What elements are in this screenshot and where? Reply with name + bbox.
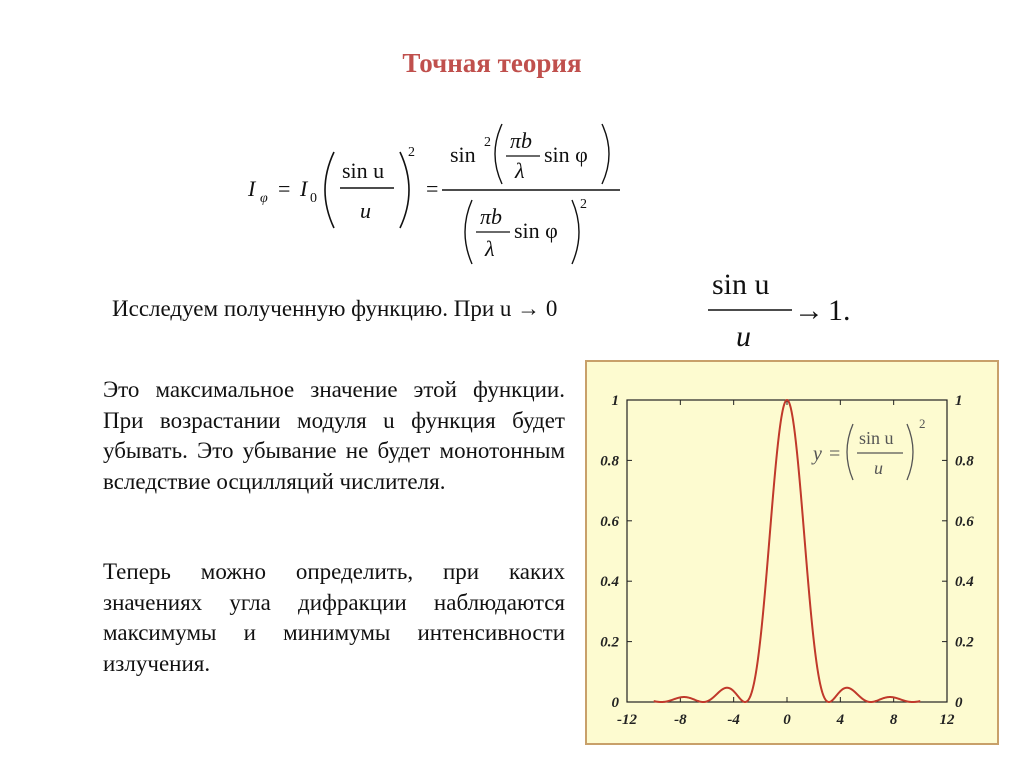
formula-sin-power: 2 — [484, 135, 491, 150]
x-tick-label: -12 — [617, 712, 637, 728]
limit-result: 1. — [828, 294, 851, 327]
formula-power-2: 2 — [408, 145, 415, 160]
formula-den-power: 2 — [580, 197, 587, 212]
formula-num-right-paren — [602, 124, 609, 184]
y-tick-label-right: 0 — [955, 695, 963, 711]
y-tick-label-right: 0.8 — [955, 453, 974, 470]
formula-den-lambda: λ — [485, 236, 495, 261]
formula-den-sin-phi: sin φ — [514, 218, 558, 243]
annotation-eq: = — [829, 443, 841, 465]
formula-den-pi-b: πb — [480, 204, 503, 229]
formula-u: u — [360, 198, 371, 223]
chart-svg — [585, 360, 999, 745]
y-tick-label-right: 0.6 — [955, 513, 974, 530]
formula-sin-u: sin u — [342, 158, 385, 183]
annotation-numerator: sin u — [859, 428, 894, 448]
research-statement: Исследуем полученную функцию. При u → 0 — [112, 296, 558, 321]
formula-right-paren — [400, 152, 409, 228]
formula-num-lambda: λ — [515, 158, 525, 183]
formula-num-pi-b: πb — [510, 128, 533, 153]
formula-I0: I — [300, 176, 308, 201]
formula-sin: sin — [450, 142, 476, 167]
limit-denominator: u — [736, 320, 751, 353]
x-tick-label: -4 — [727, 712, 740, 728]
x-tick-label: 0 — [783, 712, 791, 728]
slide-title: Точная теория — [402, 48, 582, 78]
formula-eq-1: = — [278, 176, 291, 201]
limit-numerator: sin u — [712, 268, 770, 301]
formula-phi-subscript: φ — [260, 191, 268, 206]
annotation-power: 2 — [919, 416, 926, 431]
x-tick-label: -8 — [674, 712, 687, 728]
formula-den-right-paren — [572, 200, 579, 264]
y-tick-label-left: 1 — [611, 393, 619, 409]
limit-formula — [700, 262, 900, 362]
intensity-formula — [240, 118, 660, 278]
paragraph-diffraction: Теперь можно определить, при каких значениях угла дифракции наблюдаются максимумы и минимумы интенсивности излучения. — [103, 559, 565, 676]
y-tick-label-left: 0.2 — [600, 634, 619, 651]
formula-I-phi: I — [248, 176, 256, 201]
annotation-y: y — [813, 443, 822, 465]
y-tick-label-right: 1 — [955, 393, 963, 409]
x-tick-label: 12 — [939, 712, 955, 728]
paragraph-max-value: Это максимальное значение этой функции. При возрастании модуля u функция будет убывать. Это убывание не будет монотонным вследствие осцилляций числителя. — [103, 377, 565, 494]
limit-arrow: → — [794, 294, 824, 327]
x-tick-label: 4 — [836, 712, 845, 728]
y-tick-label-left: 0 — [611, 695, 619, 711]
y-tick-label-left: 0.4 — [600, 574, 619, 591]
sinc-squared-chart — [585, 360, 999, 745]
y-tick-label-right: 0.2 — [955, 634, 974, 651]
annotation-denominator: u — [874, 458, 883, 478]
formula-den-left-paren — [465, 200, 472, 264]
formula-eq-2: = — [426, 176, 439, 201]
formula-num-sin-phi: sin φ — [544, 142, 588, 167]
y-tick-label-right: 0.4 — [955, 574, 974, 591]
x-tick-label: 8 — [889, 712, 898, 728]
y-tick-label-left: 0.8 — [600, 453, 619, 470]
formula-num-left-paren — [495, 124, 502, 184]
y-tick-label-left: 0.6 — [600, 513, 619, 530]
formula-I0-subscript: 0 — [310, 191, 317, 206]
formula-left-paren — [325, 152, 334, 228]
